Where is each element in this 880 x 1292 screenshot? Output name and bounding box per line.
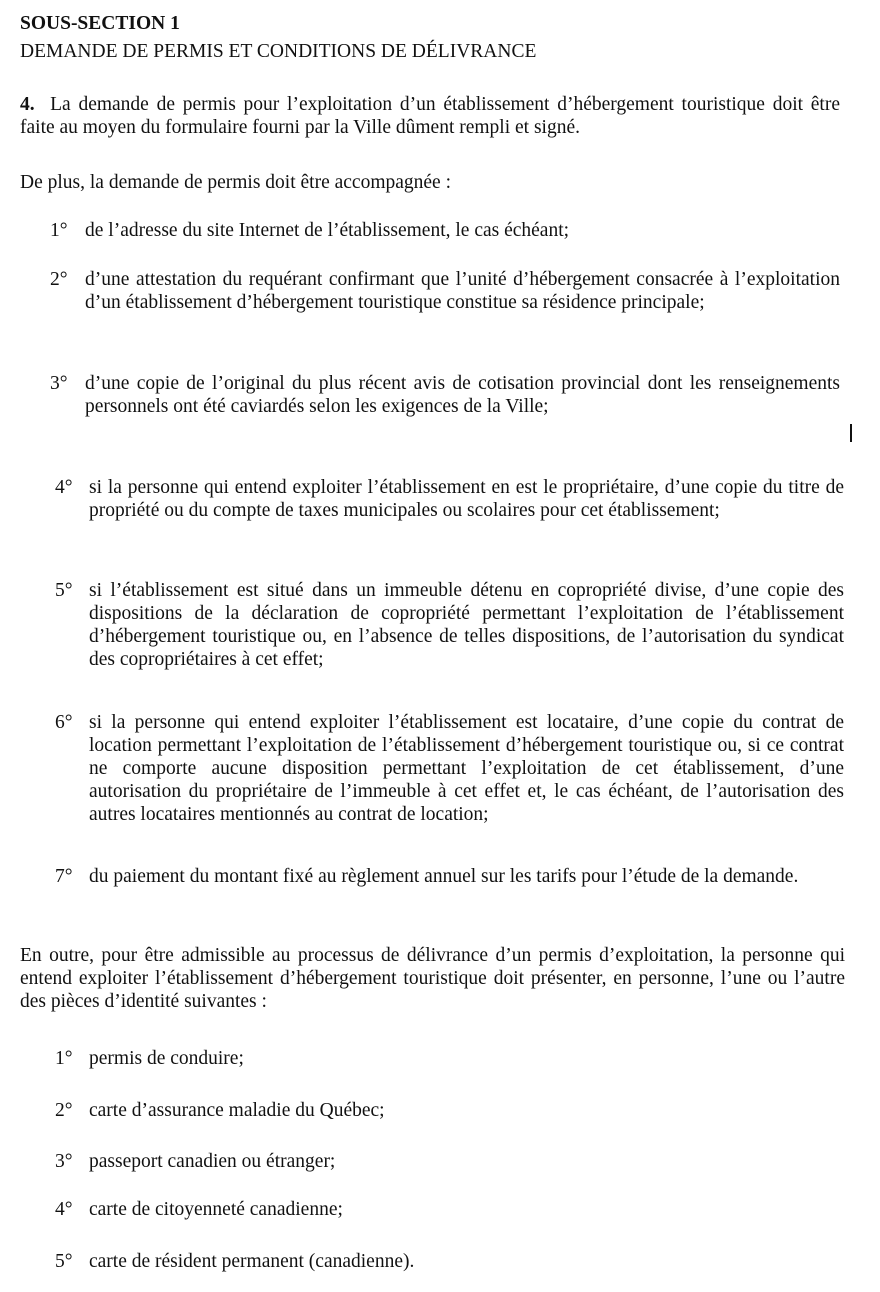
list-number: 6°: [55, 712, 73, 733]
id-list-item: [55, 1198, 845, 1222]
id-list-item: [55, 1047, 845, 1071]
list-text: carte d’assurance maladie du Québec;: [89, 1100, 385, 1121]
list-item: [50, 219, 840, 243]
article-4-paragraph: [20, 93, 840, 139]
list-text: si l’établissement est situé dans un immeuble détenu en copropriété divise, d’une copie des dispositions de la déclaration de copropriété permettant l’exploitation de l’établissement d’hébergement touristique ou, en l’absence de telles dispositions, de l’autorisation du syndicat des copropriétaires à cet effet;: [89, 580, 844, 670]
list-text: si la personne qui entend exploiter l’établissement est locataire, d’une copie du contrat de location permettant l’exploitation de l’établissement d’hébergement touristique ou, si ce contrat ne comporte aucune disposition permettant l’exploitation de cet établissement, d’une autorisation du propriétaire de l’immeuble à cet effet et, le cas échéant, de l’autorisation des autres locataires mentionnés au contrat de location;: [89, 712, 844, 825]
id-list-item: [55, 1099, 845, 1123]
intro-paragraph-1: De plus, la demande de permis doit être accompagnée :: [20, 172, 451, 193]
id-list-item: [55, 1150, 845, 1174]
list-item: [55, 476, 845, 546]
list-text: d’une attestation du requérant confirmant que l’unité d’hébergement consacrée à l’exploitation d’un établissement d’hébergement touristique constitue sa résidence principale;: [85, 269, 840, 313]
list-number: 5°: [55, 580, 73, 601]
list-number: 4°: [55, 477, 73, 498]
list-number: 7°: [55, 866, 73, 887]
list-number: 3°: [50, 373, 68, 394]
list-number: 2°: [55, 1100, 73, 1121]
list-number: 2°: [50, 269, 68, 290]
list-number: 1°: [50, 220, 68, 241]
text-cursor-mark: [850, 424, 852, 442]
list-text: si la personne qui entend exploiter l’établissement en est le propriétaire, d’une copie du titre de propriété ou du compte de taxes municipales ou scolaires pour cet établissement;: [89, 477, 844, 521]
intro-paragraph-2: En outre, pour être admissible au processus de délivrance d’un permis d’exploitation, la personne qui entend exploiter l’établissement d’hébergement touristique doit présenter, en personne, l’une ou l’autre des pièces d’identité suivantes :: [20, 945, 845, 1012]
list-text: passeport canadien ou étranger;: [89, 1151, 336, 1172]
list-text: carte de résident permanent (canadienne).: [89, 1251, 415, 1272]
list-item: [55, 865, 845, 911]
list-item: [55, 711, 845, 829]
list-number: 4°: [55, 1199, 73, 1220]
list-number: 1°: [55, 1048, 73, 1069]
list-text: d’une copie de l’original du plus récent avis de cotisation provincial dont les renseignements personnels ont été caviardés selon les exigences de la Ville;: [85, 373, 840, 417]
section-title: SOUS-SECTION 1: [20, 13, 180, 34]
list-item: [50, 372, 840, 418]
id-list-item: [55, 1250, 845, 1274]
list-number: 3°: [55, 1151, 73, 1172]
list-item: [50, 268, 840, 338]
article-text: La demande de permis pour l’exploitation d’un établissement d’hébergement touristique doit être faite au moyen du formulaire fourni par la Ville dûment rempli et signé.: [20, 94, 841, 138]
list-number: 5°: [55, 1251, 73, 1272]
section-subtitle: DEMANDE DE PERMIS ET CONDITIONS DE DÉLIVRANCE: [20, 41, 537, 62]
list-text: de l’adresse du site Internet de l’établissement, le cas échéant;: [85, 220, 570, 241]
list-text: carte de citoyenneté canadienne;: [89, 1199, 343, 1220]
list-text: permis de conduire;: [89, 1048, 244, 1069]
list-text: du paiement du montant fixé au règlement annuel sur les tarifs pour l’étude de la demande.: [89, 866, 799, 887]
list-item: [55, 579, 845, 673]
article-number: 4.: [20, 94, 35, 115]
